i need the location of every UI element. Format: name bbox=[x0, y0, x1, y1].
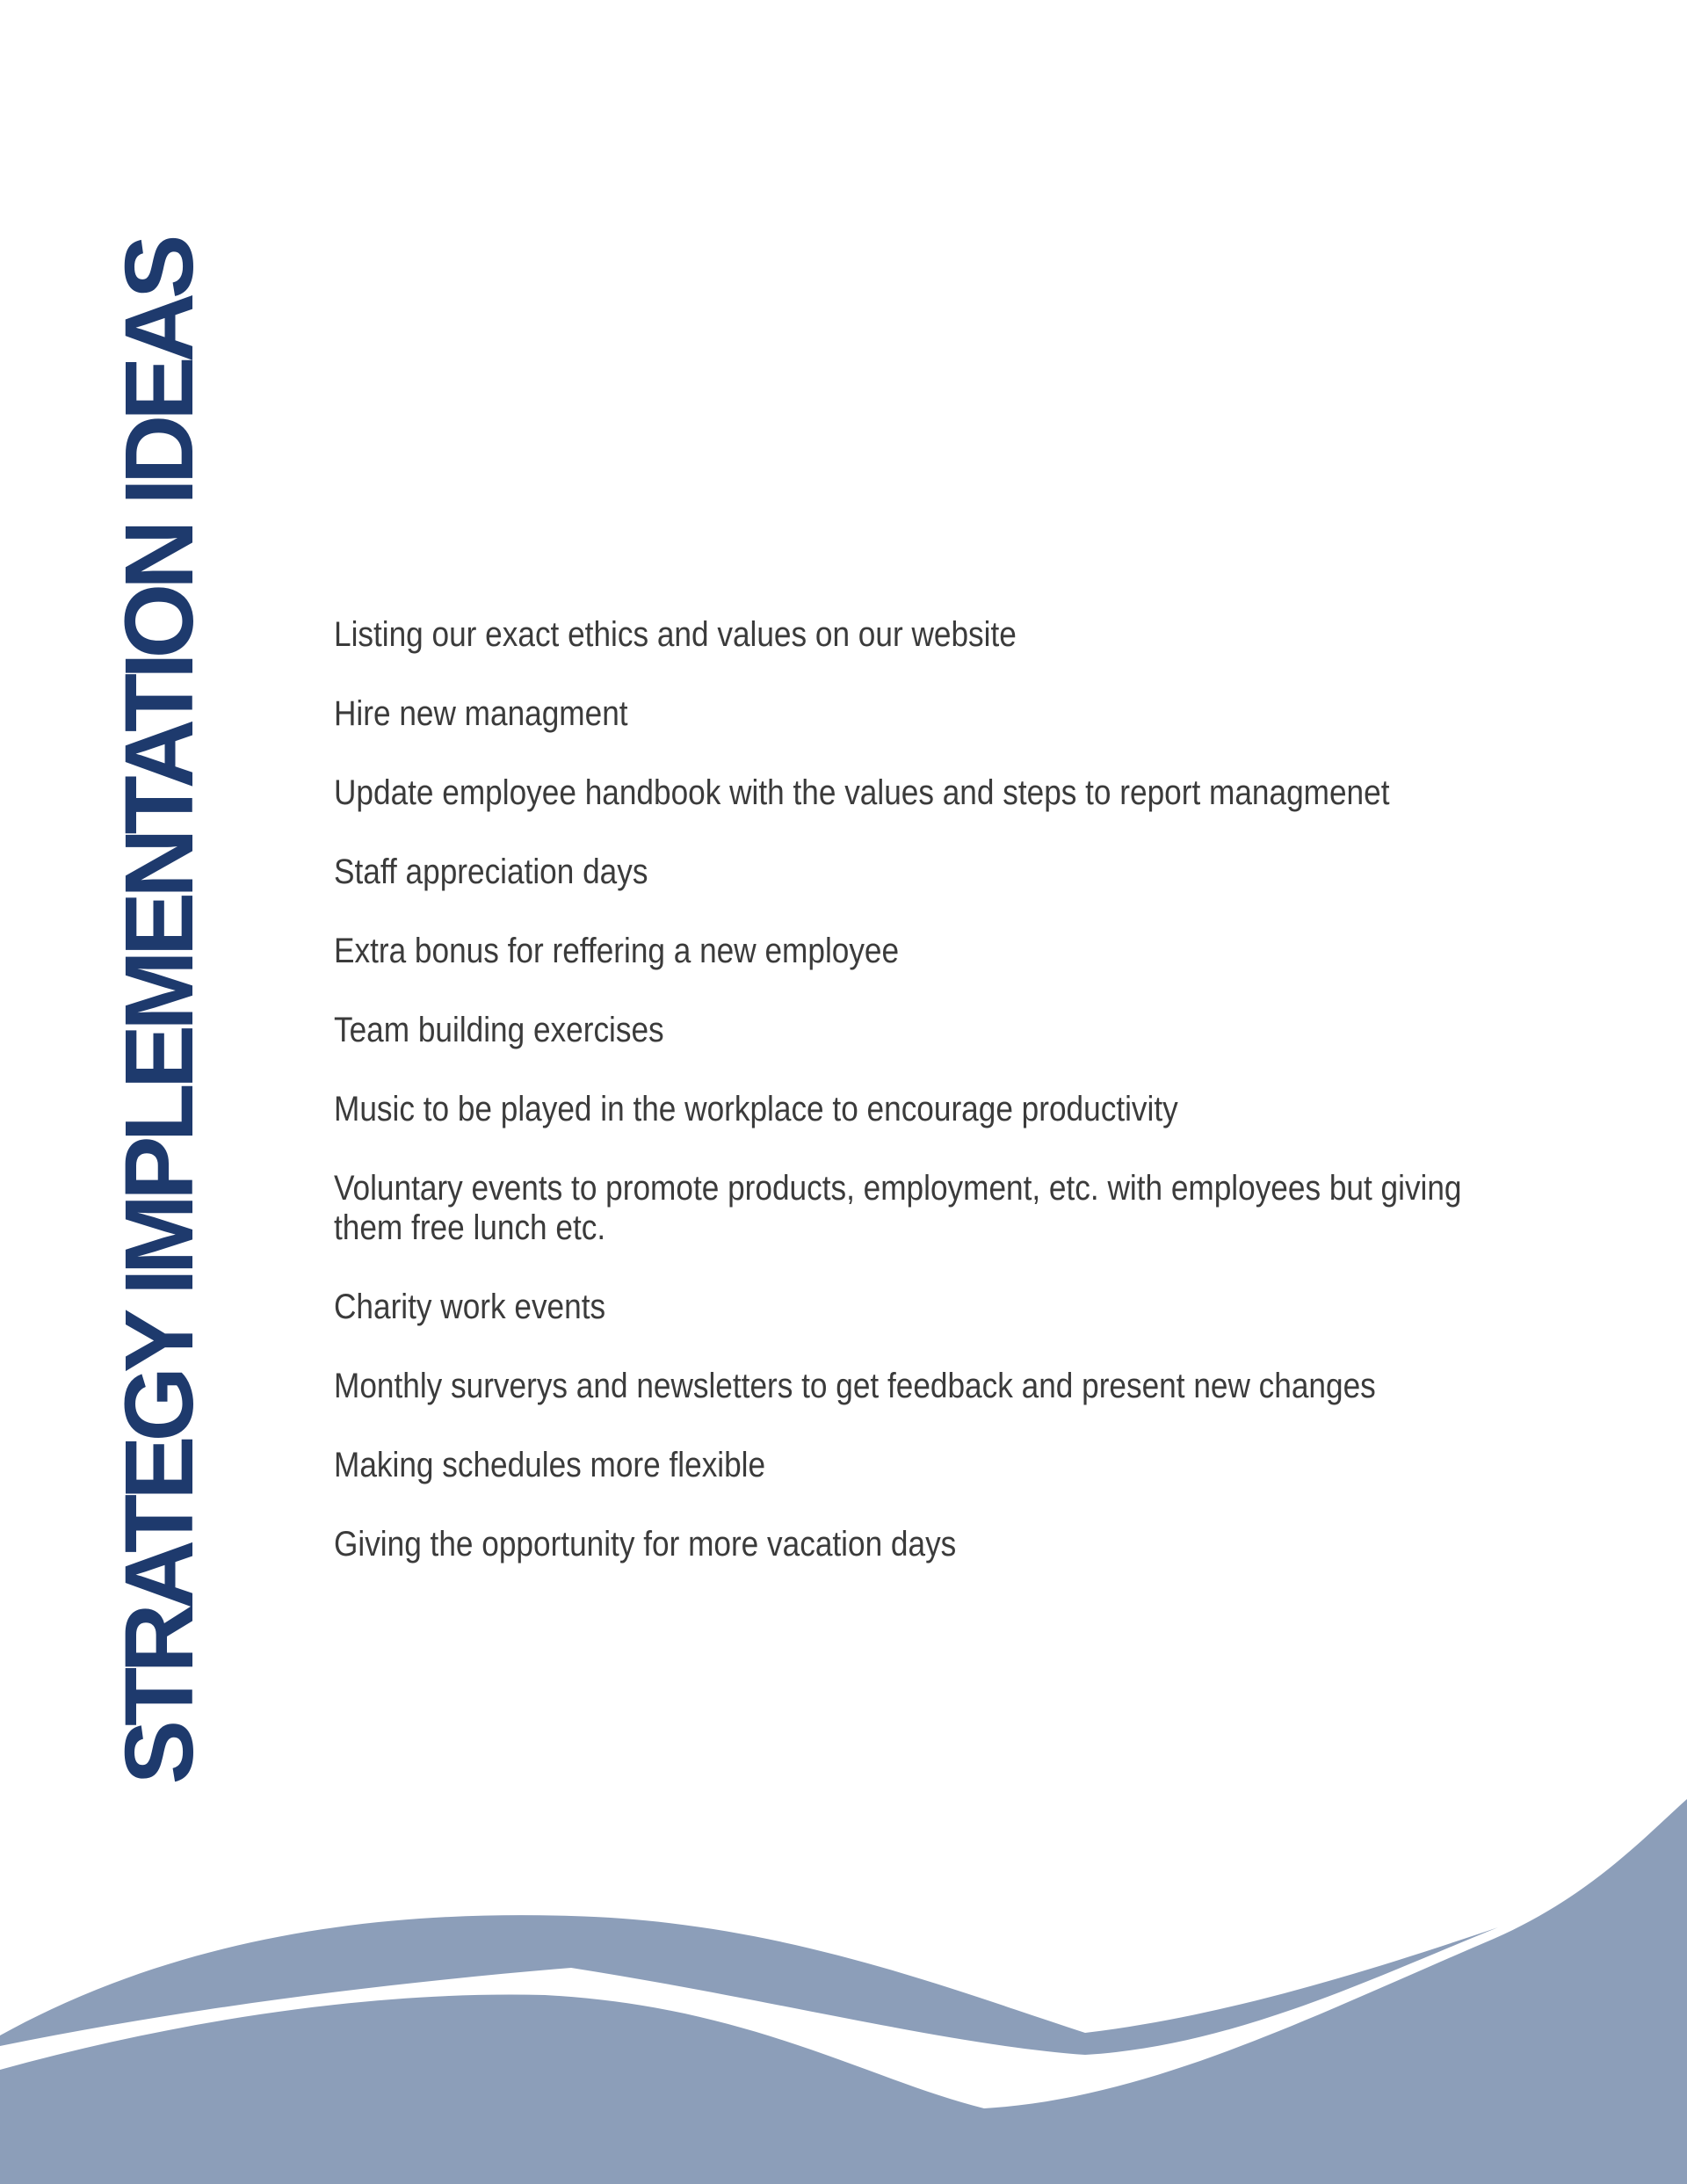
idea-item: Music to be played in the workplace to encourage productivity bbox=[334, 1090, 1178, 1128]
idea-item: Charity work events bbox=[334, 1288, 606, 1326]
idea-item: Hire new managment bbox=[334, 694, 628, 733]
idea-list bbox=[334, 615, 1494, 1604]
page-title: STRATEGY IMPLEMENTATION IDEAS bbox=[105, 240, 214, 1785]
idea-item: Making schedules more flexible bbox=[334, 1446, 766, 1484]
idea-item: Staff appreciation days bbox=[334, 853, 648, 891]
idea-item: Listing our exact ethics and values on our website bbox=[334, 615, 1017, 654]
idea-item: Monthly surverys and newsletters to get feedback and present new changes bbox=[334, 1367, 1376, 1405]
idea-item: Giving the opportunity for more vacation days bbox=[334, 1525, 957, 1564]
idea-item: Team building exercises bbox=[334, 1011, 664, 1049]
idea-item: Voluntary events to promote products, employment, etc. with employees but giving them free lunch etc. bbox=[334, 1169, 1462, 1247]
idea-item: Update employee handbook with the values and steps to report managmenet bbox=[334, 773, 1390, 812]
idea-item: Extra bonus for reffering a new employee bbox=[334, 932, 900, 970]
footer-wave-decoration bbox=[0, 1780, 1687, 2184]
